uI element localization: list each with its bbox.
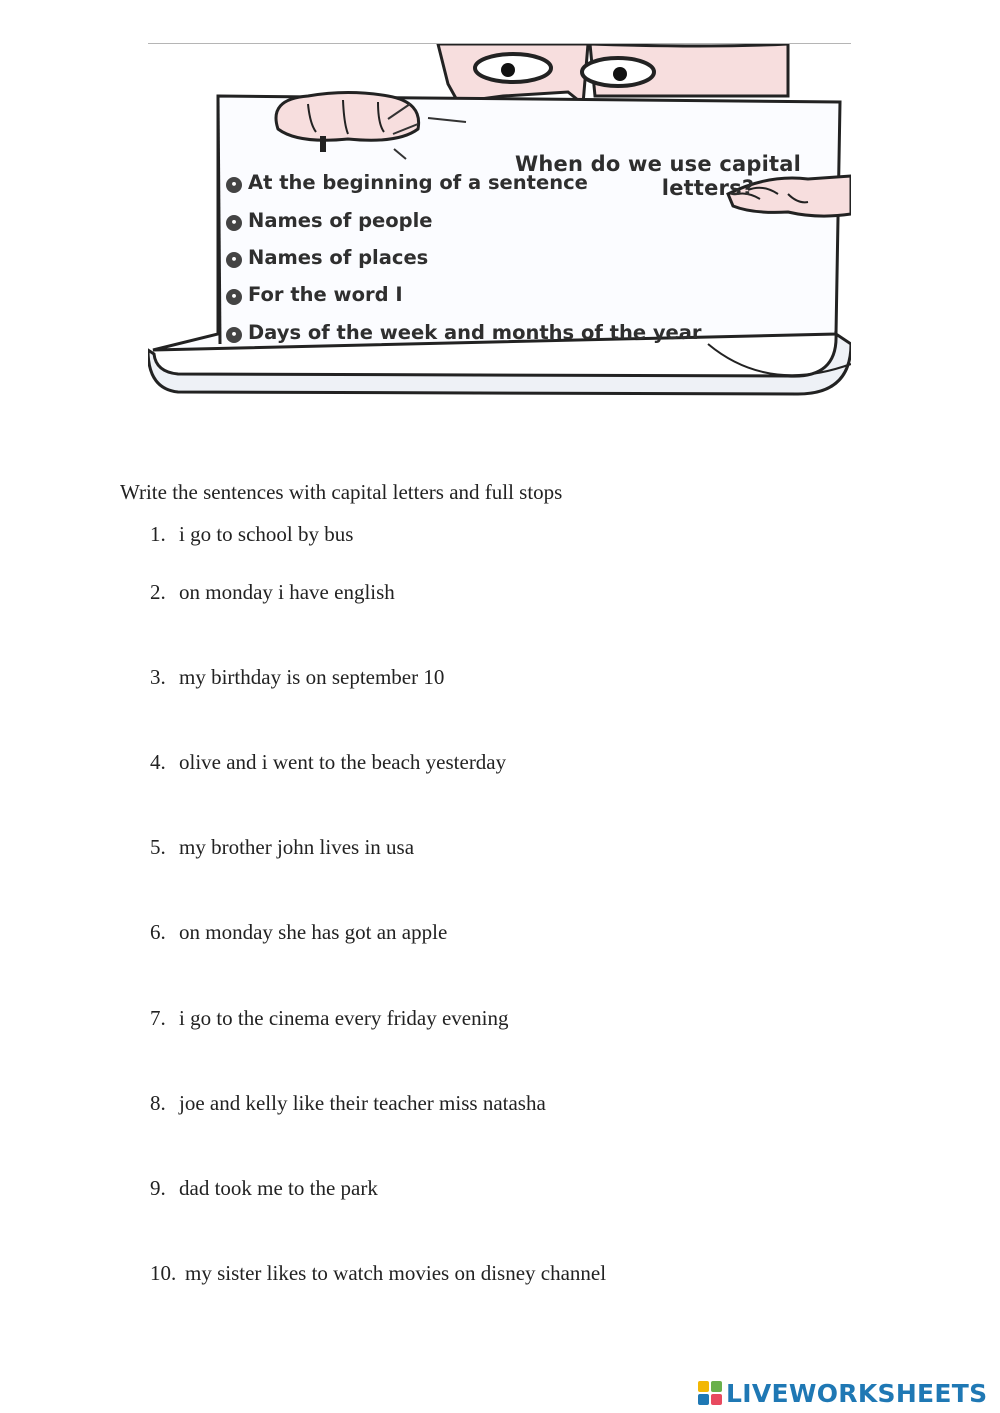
rule-item: • At the beginning of a sentence [226,171,588,194]
sentence-item: 6. on monday she has got an apple [150,920,448,944]
sentence-item: 2. on monday i have english [150,580,395,604]
liveworksheets-logo-text: LIVEWORKSHEETS [726,1378,988,1408]
bullet-icon: • [226,327,242,343]
poster-heading-line2: letters? [661,176,755,200]
rule-item: • For the word I [226,283,403,306]
sentence-item: 10. my sister likes to watch movies on disney channel [150,1261,607,1285]
sentence-item: 1. i go to school by bus [150,522,354,546]
bullet-icon: • [226,289,242,305]
sentence-item: 7. i go to the cinema every friday evening [150,1006,509,1030]
bullet-icon: • [226,215,242,231]
liveworksheets-logo[interactable] [697,1378,987,1408]
rule-item: • Names of places [226,246,428,269]
capital-letters-poster [148,44,851,400]
sentence-item: 5. my brother john lives in usa [150,835,415,859]
bullet-icon: • [226,177,242,193]
sentence-item: 9. dad took me to the park [150,1176,378,1200]
sentence-item: 8. joe and kelly like their teacher miss natasha [150,1091,546,1115]
liveworksheets-logo-icon [697,1380,723,1406]
rule-item: • Days of the week and months of the year [226,321,702,344]
bullet-icon: • [226,252,242,268]
sentence-item: 3. my birthday is on september 10 [150,665,445,689]
sentence-item: 4. olive and i went to the beach yesterday [150,750,507,774]
instruction-text: Write the sentences with capital letters and full stops [120,480,563,504]
poster-heading-line1: When do we use capital [514,152,801,176]
rule-item: • Names of people [226,209,433,232]
